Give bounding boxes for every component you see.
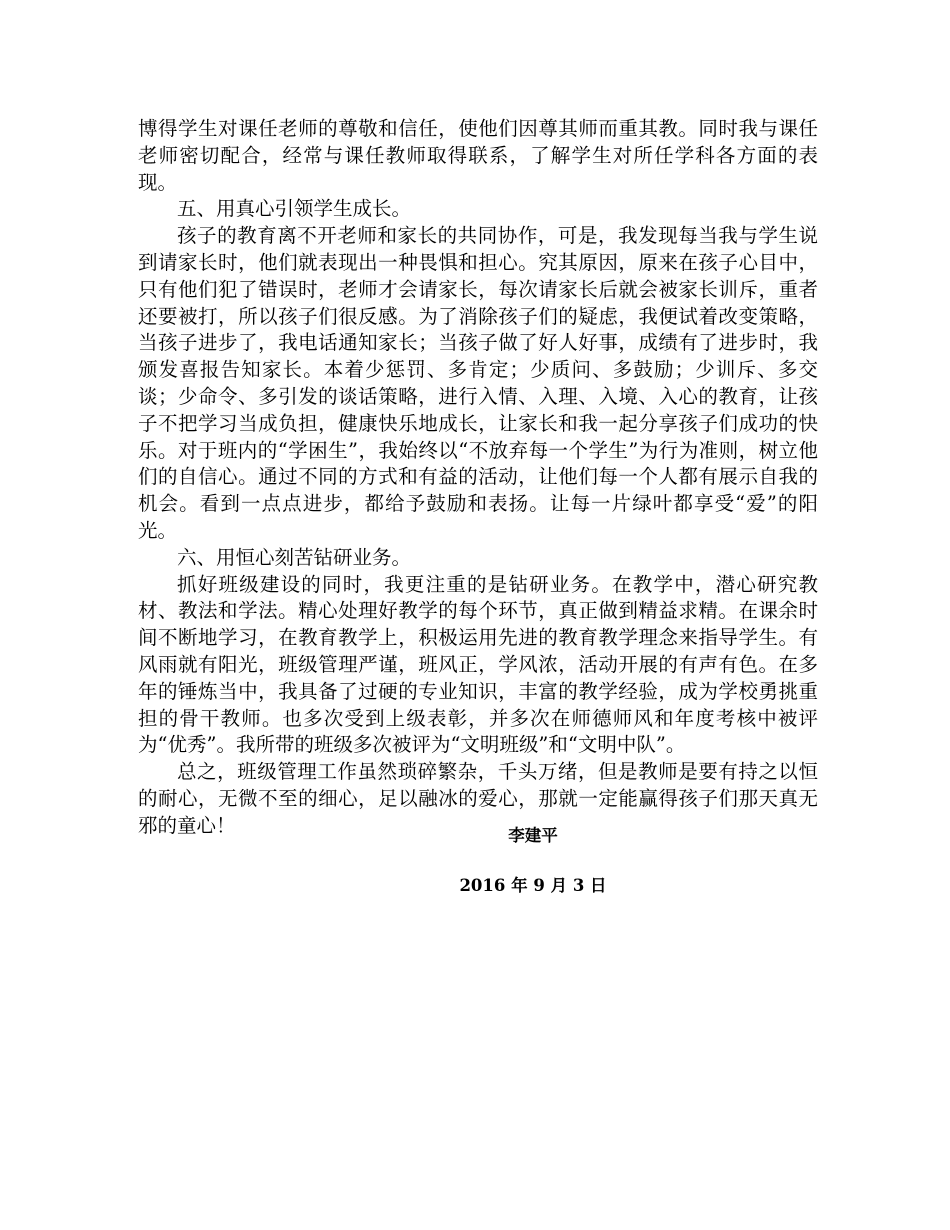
section-heading-five: 五、用真心引领学生成长。: [177, 197, 412, 221]
paragraph-parents-cooperation: 孩子的教育离不开老师和家长的共同协作，可是，我发现每当我与学生说到请家长时，他们就表现出一种畏惧和担心。究其原因，原来在孩子心目中，只有他们犯了错误时，老师才会请家长，每次请家长后就会被家长训斥，重者还要被打，所以孩子们很反感。为了消除孩子们的疑虑，我便试着改变策略，当孩子进步了，我电话通知家长；当孩子做了好人好事，成绩有了进步时，我颁发喜报告知家长。本着少惩罚、多肯定；少质问、多鼓励；少训斥、多交谈；少命令、多引发的谈话策略，进行入情、入理、入境、入心的教育，让孩子不把学习当成负担，健康快乐地成长，让家长和我一起分享孩子们成功的快乐。对于班内的“学困生”，我始终以“不放弃每一个学生”为行为准则，树立他们的自信心。通过不同的方式和有益的活动，让他们每一个人都有展示自我的机会。看到一点点进步，都给予鼓励和表扬。让每一片绿叶都享受“爱”的阳光。: [138, 224, 818, 542]
signature-date: 2016 年 9 月 3 日: [459, 876, 607, 895]
signature-name: 李建平: [508, 826, 558, 845]
document-body: [138, 116, 818, 840]
section-heading-six: 六、用恒心刻苦钻研业务。: [177, 545, 412, 569]
paragraph-conclusion: 总之，班级管理工作虽然琐碎繁杂，千头万绪，但是教师是要有持之以恒的耐心，无微不至的细心，足以融冰的爱心，那就一定能赢得孩子们那天真无邪的童心！: [138, 760, 818, 837]
paragraph-continuation: 博得学生对课任老师的尊敬和信任，使他们因尊其师而重其教。同时我与课任老师密切配合，经常与课任教师取得联系，了解学生对所任学科各方面的表现。: [138, 117, 818, 194]
paragraph-professional-study: 抓好班级建设的同时，我更注重的是钻研业务。在教学中，潜心研究教材、教法和学法。精心处理好教学的每个环节，真正做到精益求精。在课余时间不断地学习，在教育教学上，积极运用先进的教育教学理念来指导学生。有风雨就有阳光，班级管理严谨，班风正，学风浓，活动开展的有声有色。在多年的锤炼当中，我具备了过硬的专业知识，丰富的教学经验，成为学校勇挑重担的骨干教师。也多次受到上级表彰，并多次在师德师风和年度考核中被评为“优秀”。我所带的班级多次被评为“文明班级”和“文明中队”。: [138, 572, 818, 757]
